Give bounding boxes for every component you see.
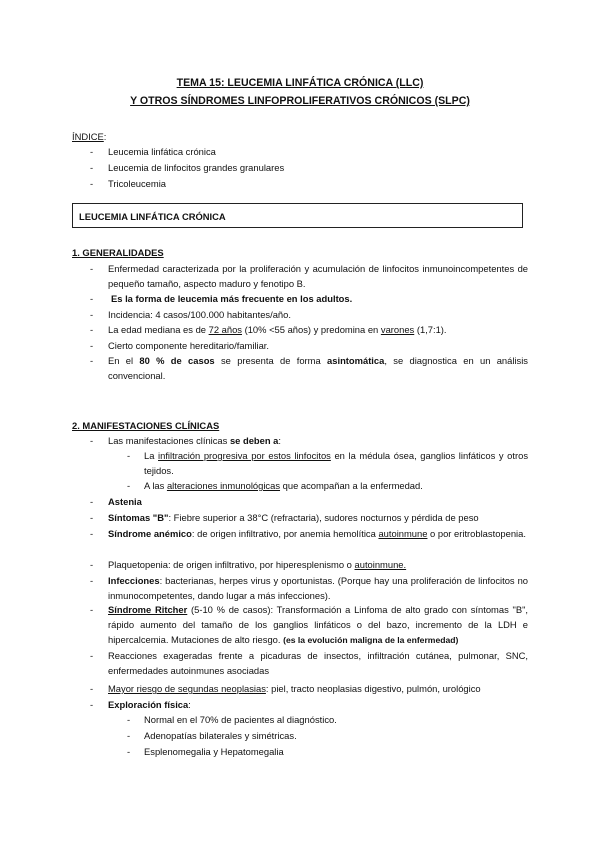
sub-list-item: Esplenomegalia y Hepatomegalia: [144, 746, 284, 757]
sub-list-item: Normal en el 70% de pacientes al diagnóstico.: [144, 714, 337, 725]
doc-title-line1: TEMA 15: LEUCEMIA LINFÁTICA CRÓNICA (LLC): [176, 77, 424, 89]
index-item: Leucemia linfática crónica: [108, 146, 216, 157]
sub-list-item: Adenopatías bilaterales y simétricas.: [144, 730, 297, 741]
list-item: Enfermedad caracterizada por la proliferación y acumulación de linfocitos inmunoincompetentes de pequeño tamaño, aspecto maduro y fenotipo B.: [108, 263, 528, 289]
list-item: Infecciones: bacterianas, herpes virus y oportunistas. (Porque hay una proliferación de linfocitos no inmunocompetentes, dando lugar a más infecciones).: [108, 575, 528, 601]
sub-list-item: A las alteraciones inmunológicas que acompañan a la enfermedad.: [144, 480, 423, 491]
doc-title-line2: Y OTROS SÍNDROMES LINFOPROLIFERATIVOS CRÓNICOS (SLPC): [130, 95, 470, 107]
list-item: La edad mediana es de 72 años (10% <55 años) y predomina en varones (1,7:1).: [108, 324, 447, 335]
list-item: Es la forma de leucemia más frecuente en los adultos.: [111, 293, 353, 304]
section-heading-generalidades: 1. GENERALIDADES: [72, 247, 164, 258]
section-box: LEUCEMIA LINFÁTICA CRÓNICA: [72, 203, 523, 228]
index-item: Leucemia de linfocitos grandes granulares: [108, 162, 285, 173]
list-item: Incidencia: 4 casos/100.000 habitantes/año.: [108, 309, 291, 320]
list-item: Síntomas "B": Fiebre superior a 38°C (refractaria), sudores nocturnos y pérdida de peso: [108, 512, 479, 523]
list-item: Síndrome anémico: de origen infiltrativo, por anemia hemolítica autoinmune o por eritroblastopenia.: [108, 528, 526, 539]
section-heading-manifestaciones: 2. MANIFESTACIONES CLÍNICAS: [72, 420, 220, 431]
list-item: Plaquetopenia: de origen infiltrativo, por hiperesplenismo o autoinmune.: [108, 559, 407, 570]
index-label: ÍNDICE:: [72, 131, 107, 142]
list-item: Reacciones exageradas frente a picaduras de insectos, infiltración cutánea, pulmonar, SNC, enfermedades autoinmunes asociadas: [108, 650, 528, 676]
sub-list-item: La infiltración progresiva por estos linfocitos en la médula ósea, ganglios linfáticos y otros tejidos.: [144, 450, 529, 476]
list-item: Exploración física:: [108, 699, 191, 710]
list-item: En el 80 % de casos se presenta de forma asintomática, se diagnostica en un análisis convencional.: [108, 355, 528, 381]
list-item: Astenia: [108, 496, 142, 507]
list-item: Mayor riesgo de segundas neoplasias: piel, tracto neoplasias digestivo, pulmón, urológico: [108, 683, 481, 694]
index-item: Tricoleucemia: [108, 178, 167, 189]
list-item: Cierto componente hereditario/familiar.: [108, 340, 270, 351]
list-item: Las manifestaciones clínicas se deben a:: [108, 435, 282, 446]
list-item: Síndrome Ritcher (5-10 % de casos): Transformación a Linfoma de alto grado con síntomas "B", rápido aumento del tamaño de los ganglios linfáticos o del bazo, incremento de la LDH e hipercalcemia. Mutaciones de alto riesgo. (es la evolución maligna de la enfermedad): [108, 604, 529, 645]
document-page: TEMA 15: LEUCEMIA LINFÁTICA CRÓNICA (LLC) Y OTROS SÍNDROMES LINFOPROLIFERATIVOS CRÓNICOS (SLPC) ÍNDICE: - Leucemia linfática crónica - Leucemia de linfocitos grandes granulares - Tricoleucemia LEUCEMIA LINFÁTICA CRÓNICA 1. GENERALIDADES - Enfermedad caracterizada por la proliferación y acumulación de linfocitos inmunoincompetentes de pequeño tamaño, aspecto maduro y fenotipo B. - Es la forma de leucemia más frecuente en los adultos. - Incidencia: 4 casos/100.000 habitantes/año. - La edad mediana es de 72 años (10% <55 años) y predomina en varones (1,7:1). - Cierto componente hereditario/familiar. - En el 80 % de casos se presenta de forma asintomática, se diagnostica en un análisis convencional. 2. MANIFESTACIONES CLÍNICAS - Las manifestaciones clínicas se deben a: - La infiltración progresiva por estos linfocitos en la médula ósea, ganglios linfáticos y otros tejidos. - A las alteraciones inmunológicas que acompañan a la enfermedad. - Astenia - Síntomas "B": Fiebre superior a 38°C (refractaria), sudores nocturnos y pérdida de peso - Síndrome anémico: de origen infiltrativo, por anemia hemolítica autoinmune o por eritroblastopenia. - Plaquetopenia: de origen infiltrativo, por hiperesplenismo o autoinmune. - Infecciones: bacterianas, herpes virus y oportunistas. (Porque hay una proliferación de linfocitos no inmunocompetentes, dando lugar a más infecciones). - Síndrome Ritcher (5-10 % de casos): Transformación a Linfoma de alto grado con síntomas "B", rápido aumento del tamaño de los ganglios linfáticos o del bazo, incremento de la LDH e hipercalcemia. Mutaciones de alto riesgo. (es la evolución maligna de la enfermedad) - Reacciones exageradas frente a picaduras de insectos, infiltración cutánea, pulmonar, SNC, enfermedades autoinmunes asociadas - Mayor riesgo de segundas neoplasias: piel, tracto neoplasias digestivo, pulmón, urológico - Exploración física: - Normal en el 70% de pacientes al diagnóstico. - Adenopatías bilaterales y simétricas. - Esplenomegalia y Hepatomegalia: [0, 0, 600, 848]
